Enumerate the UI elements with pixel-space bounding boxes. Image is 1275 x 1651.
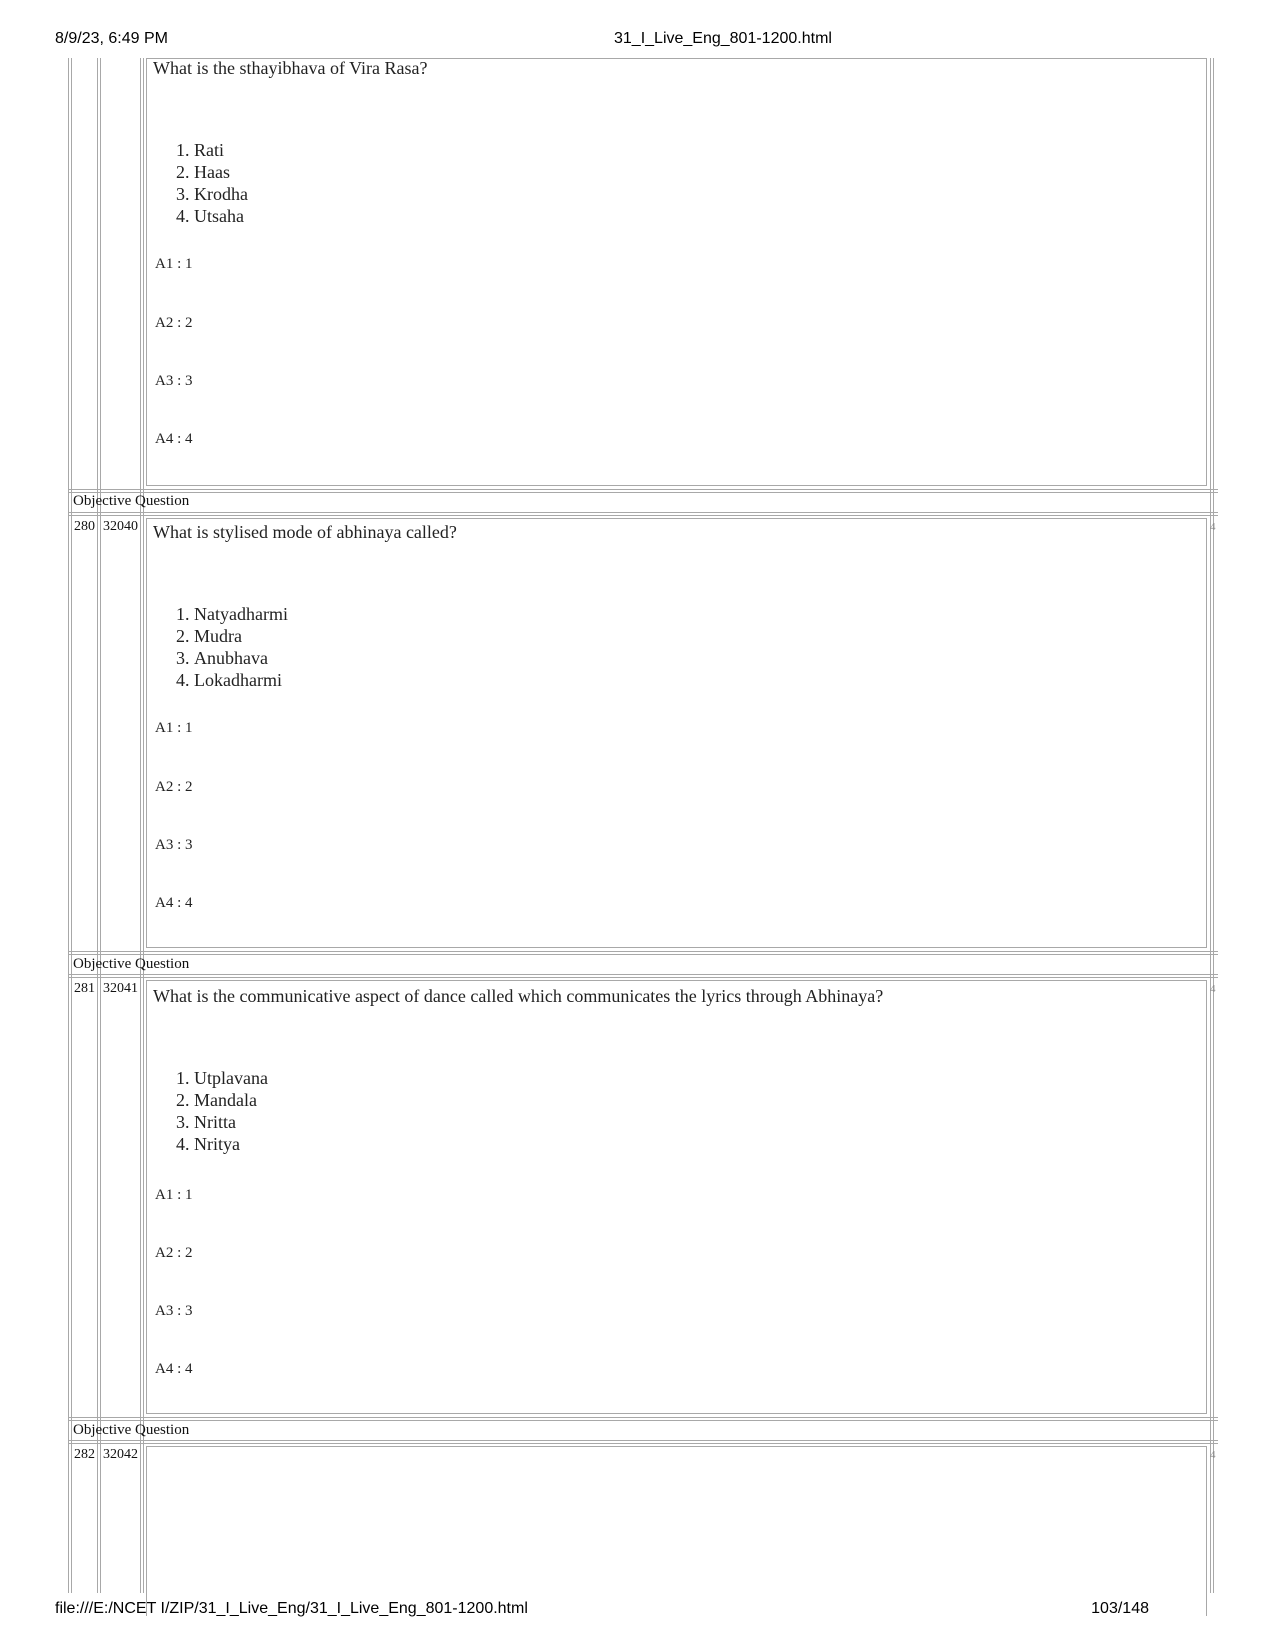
row-divider [68,512,1218,513]
print-title: 31_I_Live_Eng_801-1200.html [614,30,832,47]
table-border-right-inner [1213,58,1214,1593]
print-datetime: 8/9/23, 6:49 PM [55,30,168,47]
question-text: What is stylised mode of abhinaya called? [153,522,457,542]
answer-line: A2 : 2 [155,315,193,331]
row-divider [68,1443,1218,1444]
option-item: 3. Anubhava [194,647,288,669]
question-text: What is the communicative aspect of dance called which communicates the lyrics through Abhinaya? [153,986,884,1006]
question-id: 32041 [103,981,138,996]
option-item: 3. Krodha [194,183,248,205]
option-item: 4. Utsaha [194,205,248,227]
row-divider [68,954,1218,955]
question-cell [146,1446,1207,1616]
question-id: 32040 [103,519,138,534]
question-cell [146,58,1207,486]
question-type-label: Objective Question [73,493,190,509]
column-divider [143,58,144,1593]
options-list [153,1067,268,1155]
question-cell [146,518,1207,948]
row-divider [68,1420,1218,1421]
answer-line: A4 : 4 [155,431,193,447]
table-border-left-inner [71,58,72,1593]
row-divider [68,951,1218,952]
serial-number: 280 [74,519,95,534]
row-divider [68,974,1218,975]
table-border-left [68,58,69,1593]
answer-line: A4 : 4 [155,895,193,911]
options-list [153,603,288,691]
answer-line: A3 : 3 [155,1303,193,1319]
options-list [153,139,248,227]
option-item: 2. Haas [194,161,248,183]
print-page-number: 103/148 [1091,1600,1149,1617]
question-type-label: Objective Question [73,1422,190,1438]
answer-line: A2 : 2 [155,1245,193,1261]
option-item: 3. Nritta [194,1111,268,1133]
answer-line: A2 : 2 [155,779,193,795]
row-divider [68,515,1218,516]
question-id: 32042 [103,1447,138,1462]
truncated-edge-mark: 4 [1210,1449,1216,1461]
column-divider [97,58,98,1593]
serial-number: 281 [74,981,95,996]
serial-number: 282 [74,1447,95,1462]
question-text: What is the sthayibhava of Vira Rasa? [153,58,428,78]
row-divider [68,1440,1218,1441]
option-item: 1. Utplavana [194,1067,268,1089]
column-divider [140,58,141,1593]
row-divider [68,492,1218,493]
row-divider [68,1417,1218,1418]
answer-line: A3 : 3 [155,837,193,853]
row-divider [68,977,1218,978]
print-file-path: file:///E:/NCET I/ZIP/31_I_Live_Eng/31_I_Live_Eng_801-1200.html [55,1600,528,1617]
answer-line: A1 : 1 [155,720,193,736]
table-border-right [1210,58,1211,1593]
option-item: 1. Natyadharmi [194,603,288,625]
option-item: 2. Mandala [194,1089,268,1111]
option-item: 4. Nritya [194,1133,268,1155]
option-item: 2. Mudra [194,625,288,647]
answer-line: A1 : 1 [155,256,193,272]
option-item: 4. Lokadharmi [194,669,288,691]
answer-line: A1 : 1 [155,1187,193,1203]
option-item: 1. Rati [194,139,248,161]
column-divider [100,58,101,1593]
truncated-edge-mark: 4 [1210,983,1216,995]
answer-line: A4 : 4 [155,1361,193,1377]
row-divider [68,489,1218,490]
question-type-label: Objective Question [73,956,190,972]
answer-line: A3 : 3 [155,373,193,389]
question-cell [146,980,1207,1414]
truncated-edge-mark: 4 [1210,521,1216,533]
